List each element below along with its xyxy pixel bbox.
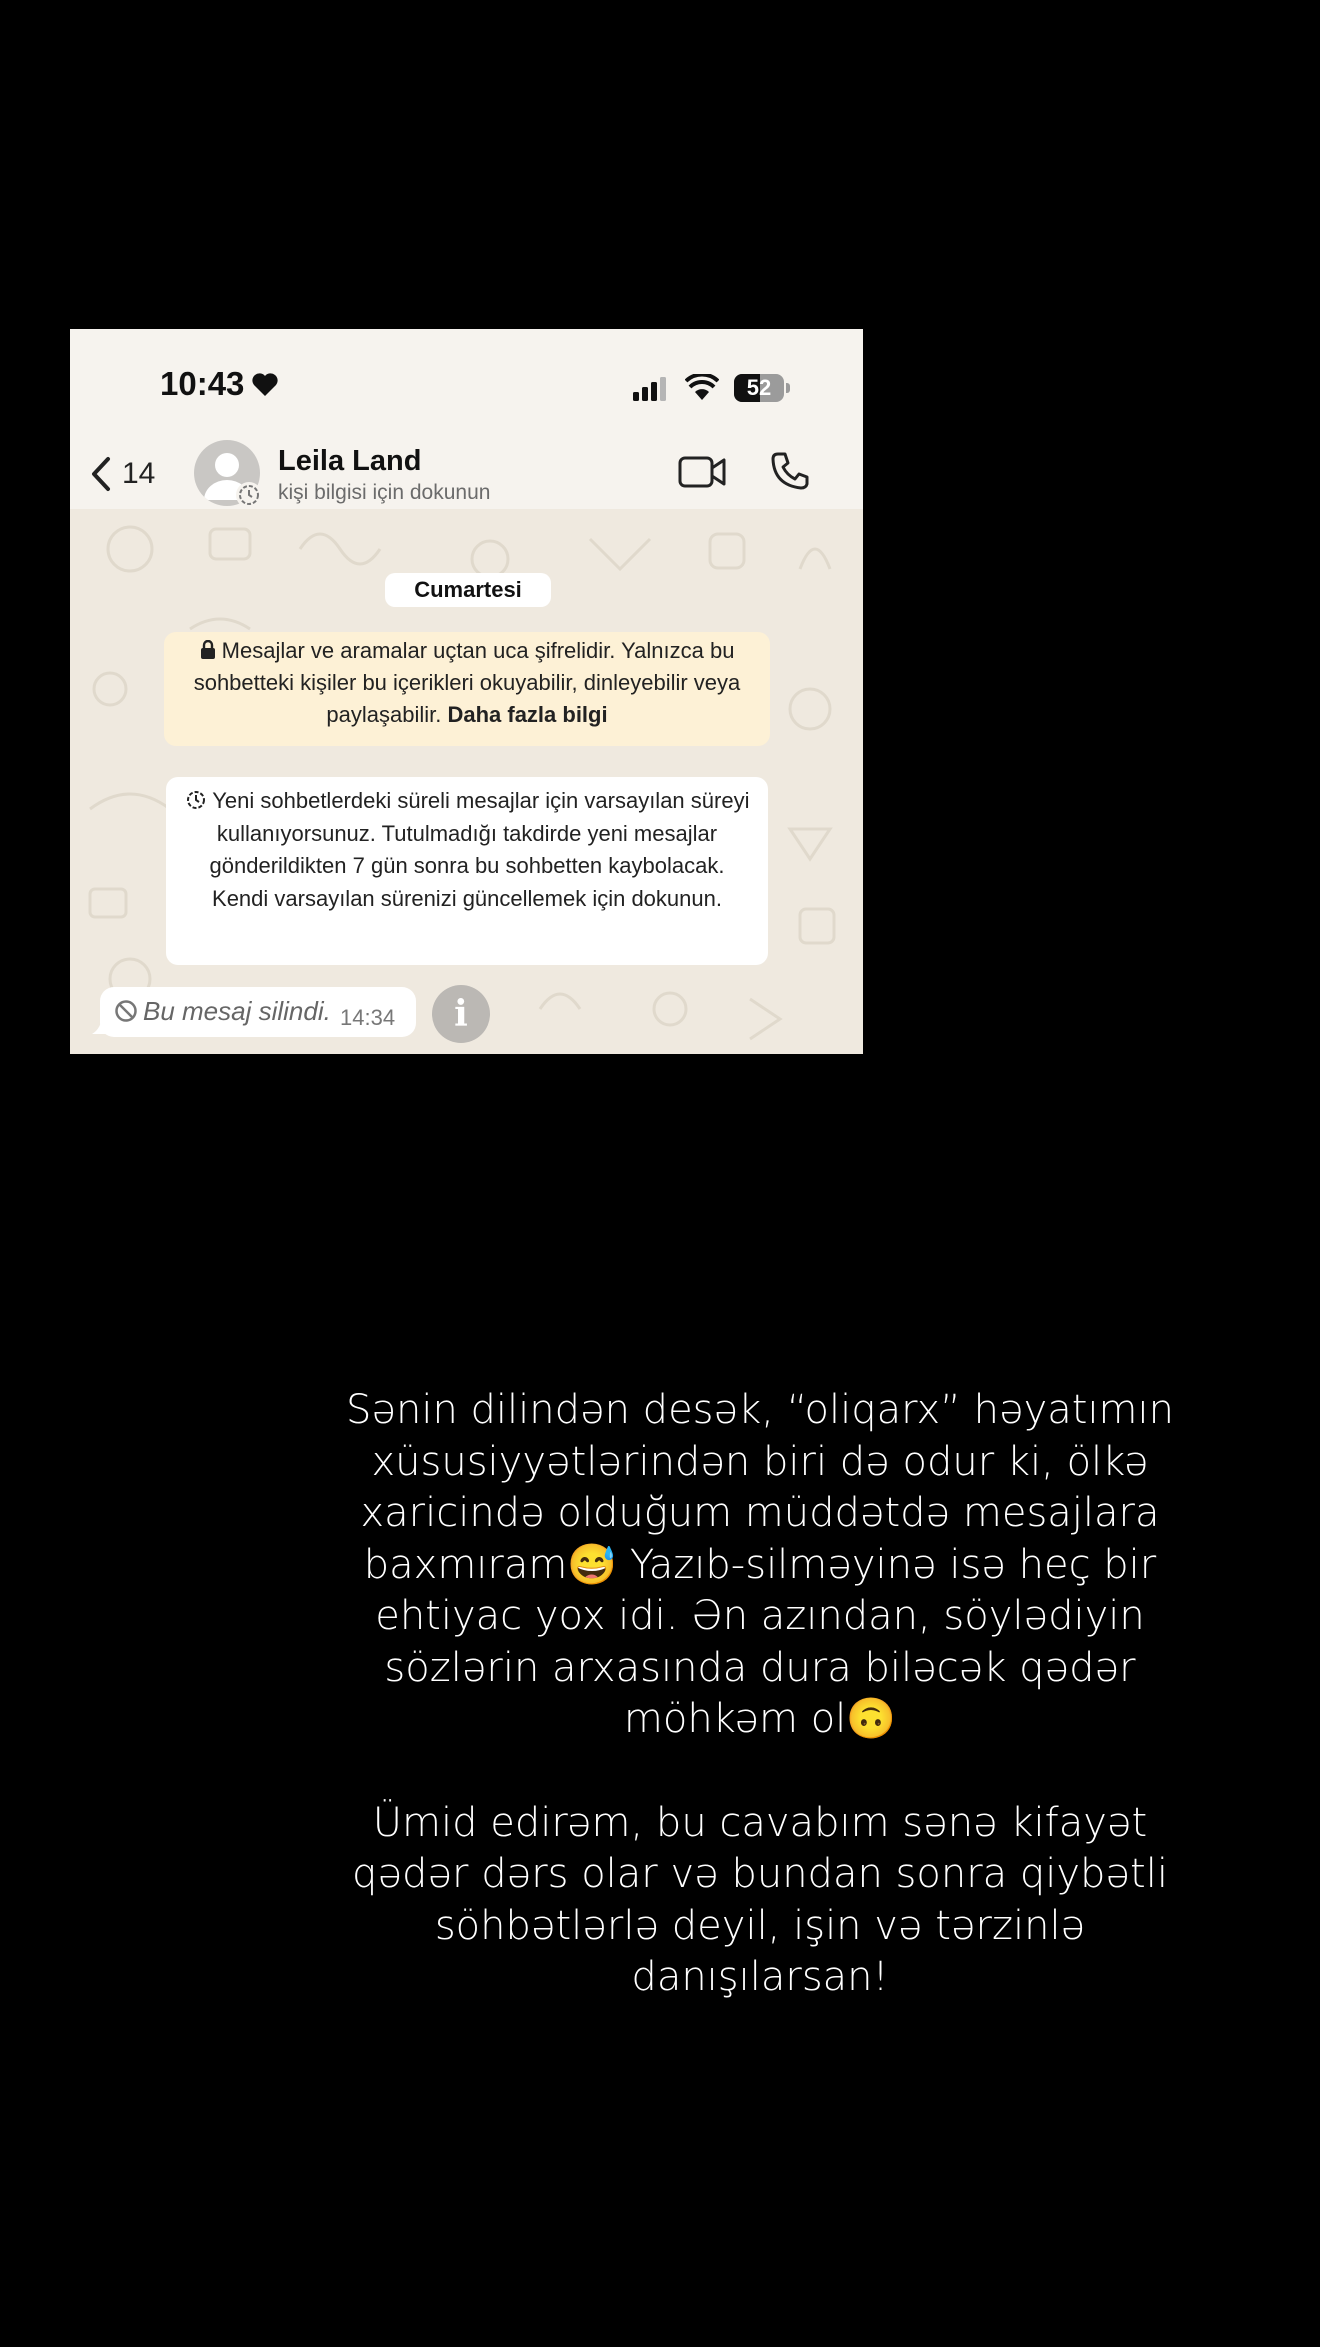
- battery-indicator: [734, 374, 788, 402]
- video-call-icon[interactable]: [678, 455, 726, 489]
- disappearing-messages-notice[interactable]: [166, 777, 768, 965]
- caption-line: xüsusiyyətlərindən biri də odur ki, ölkə: [371, 1438, 1149, 1485]
- timer-icon: [185, 789, 207, 811]
- deleted-message-text: Bu mesaj silindi.: [143, 996, 331, 1026]
- status-bar: [70, 329, 863, 439]
- disappearing-text: Yeni sohbetlerdeki süreli mesajlar için varsayılan süreyi kullanıyorsunuz. Tutulmadığı takdirde yeni mesajlar gönderildikten 7 gün sonra bu sohbetten kaybolacak. Kendi varsayılan sürenizi güncellemek için dokunun.: [209, 788, 750, 911]
- caption-line: xaricində olduğum müddətdə mesajlara: [360, 1490, 1160, 1536]
- date-chip: Cumartesi: [385, 573, 551, 607]
- unread-count: 14: [122, 457, 156, 490]
- caption-line: baxmıram😅 Yazıb-silməyinə isə heç bir: [363, 1541, 1157, 1588]
- caption-line: sözlərin arxasında dura biləcək qədər: [384, 1644, 1136, 1691]
- info-button[interactable]: i: [432, 985, 490, 1043]
- caption-line: Sənin dilindən desək, “oliqarx” həyatımın: [346, 1387, 1174, 1433]
- battery-percent: 52: [746, 375, 772, 400]
- status-time: 10:43: [160, 365, 245, 402]
- caption-paragraph-2: [320, 1798, 1200, 2004]
- caption-line: danışılarsan!: [631, 1954, 889, 2000]
- wifi-icon: [685, 374, 719, 400]
- contact-name[interactable]: Leila Land: [278, 445, 422, 477]
- chat-header: [70, 439, 863, 509]
- whatsapp-screenshot: [70, 329, 863, 1054]
- caption-line: söhbətlərlə deyil, işin və tərzinlə: [434, 1902, 1086, 1949]
- heart-icon: [252, 373, 278, 397]
- timer-icon: [236, 482, 262, 508]
- caption-line: ehtiyac yox idi. Ən azından, söylədiyin: [375, 1593, 1145, 1639]
- lock-icon: [200, 640, 216, 660]
- caption-line: Ümid edirəm, bu cavabım sənə kifayət: [372, 1799, 1148, 1846]
- story-caption: [320, 1385, 1200, 2004]
- blocked-icon: [114, 999, 138, 1023]
- caption-paragraph-1: [320, 1385, 1200, 1746]
- learn-more-link[interactable]: Daha fazla bilgi: [447, 702, 608, 727]
- phone-icon[interactable]: [770, 451, 810, 491]
- disappearing-timer-badge: [236, 482, 262, 508]
- chevron-left-icon: [90, 456, 112, 492]
- encryption-notice[interactable]: [164, 632, 770, 746]
- back-button[interactable]: [90, 449, 155, 499]
- caption-line: möhkəm ol🙃: [623, 1696, 897, 1742]
- cellular-signal-icon: [633, 377, 669, 401]
- caption-line: qədər dərs olar və bundan sonra qiybətli: [352, 1851, 1168, 1897]
- contact-info-hint[interactable]: kişi bilgisi için dokunun: [278, 481, 491, 504]
- encryption-text: Mesajlar ve aramalar uçtan uca şifrelidir. Yalnızca bu sohbetteki kişiler bu içerikleri okuyabilir, dinleyebilir veya paylaşabilir.: [193, 638, 741, 727]
- message-time: 14:34: [340, 1005, 396, 1030]
